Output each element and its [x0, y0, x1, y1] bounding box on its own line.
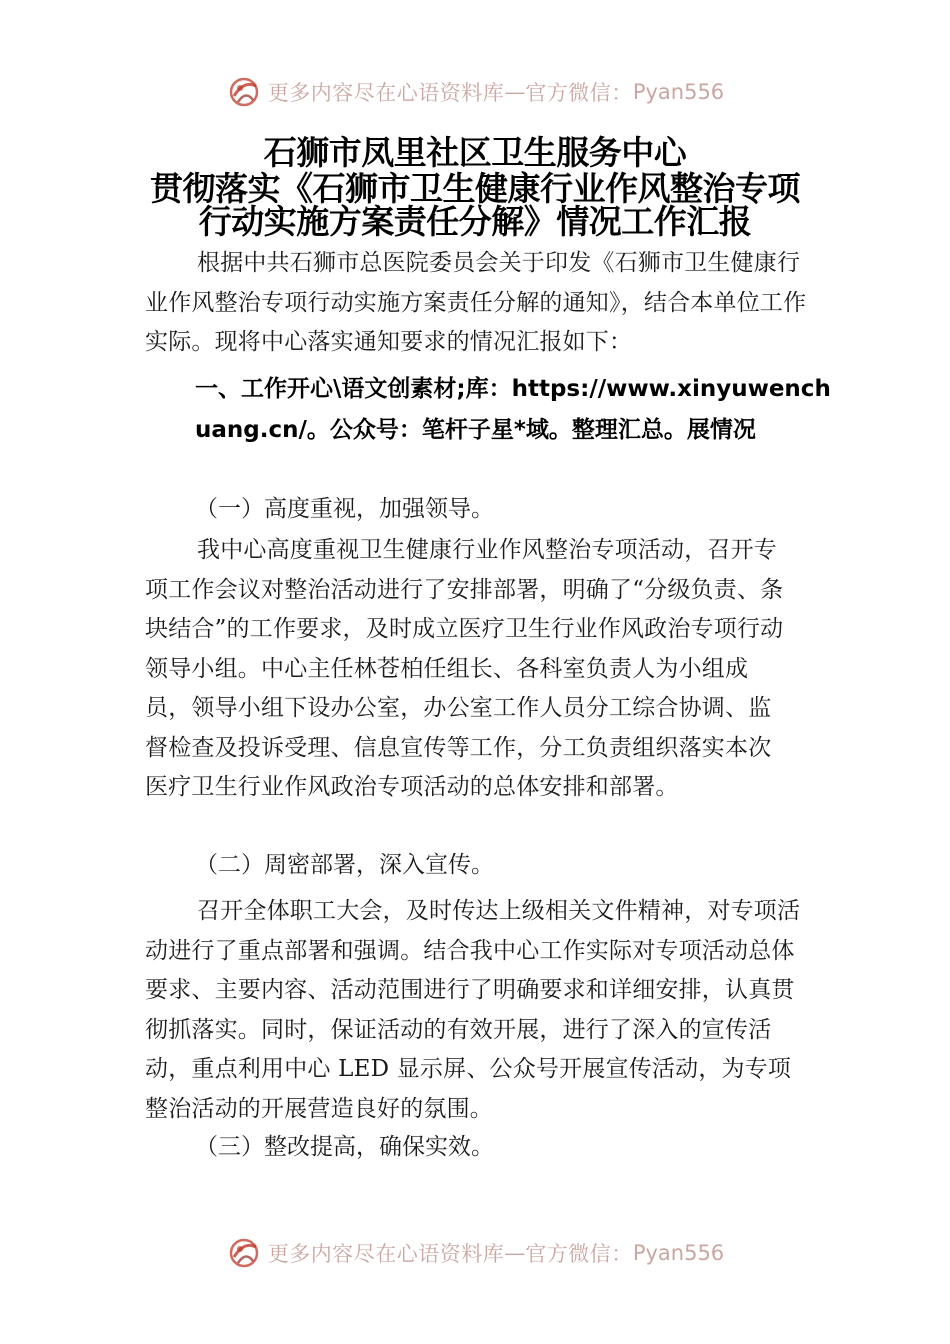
banner-label: 官方微信：	[525, 1242, 633, 1266]
header-watermark-banner	[0, 72, 950, 112]
title-line-3: 行动实施方案责任分解》情况工作汇报	[198, 202, 752, 241]
banner-dash: —	[504, 80, 526, 104]
paragraph-1: 我中心高度重视卫生健康行业作风整治专项活动，召开专项工作会议对整治活动进行了安排部署，明确了“分级负责、条块结合”的工作要求，及时成立医疗卫生行业作风政治专项行动领导小组。中心主任林苍柏任组长、各科室负责人为小组成员，领导小组下设办公室，办公室工作人员分工综合协调、监督检查及投诉受理、信息宣传等工作，分工负责组织落实本次医疗卫生行业作风政治专项活动的总体安排和部署。	[145, 537, 784, 800]
brand-logo-icon	[226, 1235, 262, 1271]
subheading-1: （一）高度重视，加强领导。	[195, 496, 494, 522]
paragraph-2: 召开全体职工大会，及时传达上级相关文件精神，对专项活动进行了重点部署和强调。结合我中心工作实际对专项活动总体要求、主要内容、活动范围进行了明确要求和详细安排，认真贯彻抓落实。同时，保证活动的有效开展，进行了深入的宣传活动，重点利用中心 LED 显示屏、公众号开展宣传活动，为专项整治活动的开展营造良好的氛围。	[145, 898, 801, 1122]
title-line-1: 石狮市凤里社区卫生服务中心	[263, 133, 687, 172]
banner-wechat-id: Pyan556	[632, 1241, 725, 1265]
title-line-2: 贯彻落实《石狮市卫生健康行业作风整治专项	[150, 169, 800, 208]
banner-dash: —	[504, 1241, 526, 1265]
section-1-heading: 一、工作开心\语文创素材;库：https://www.xinyuwenchuang.cn/。公众号：笔杆子星*域。整理汇总。展情况	[195, 376, 831, 443]
banner-wechat-id: Pyan556	[632, 80, 725, 104]
subheading-3: （三）整改提高，确保实效。	[195, 1134, 494, 1160]
banner-text: 更多内容尽在心语资料库	[267, 81, 505, 105]
banner-text: 更多内容尽在心语资料库	[267, 1242, 505, 1266]
intro-paragraph: 根据中共石狮市总医院委员会关于印发《石狮市卫生健康行业作风整治专项行动实施方案责任分解的通知》，结合本单位工作实际。现将中心落实通知要求的情况汇报如下：	[145, 250, 807, 355]
footer-watermark-banner	[0, 1233, 950, 1273]
subheading-2: （二）周密部署，深入宣传。	[195, 852, 494, 878]
brand-logo-icon	[226, 74, 262, 110]
banner-label: 官方微信：	[525, 81, 633, 105]
